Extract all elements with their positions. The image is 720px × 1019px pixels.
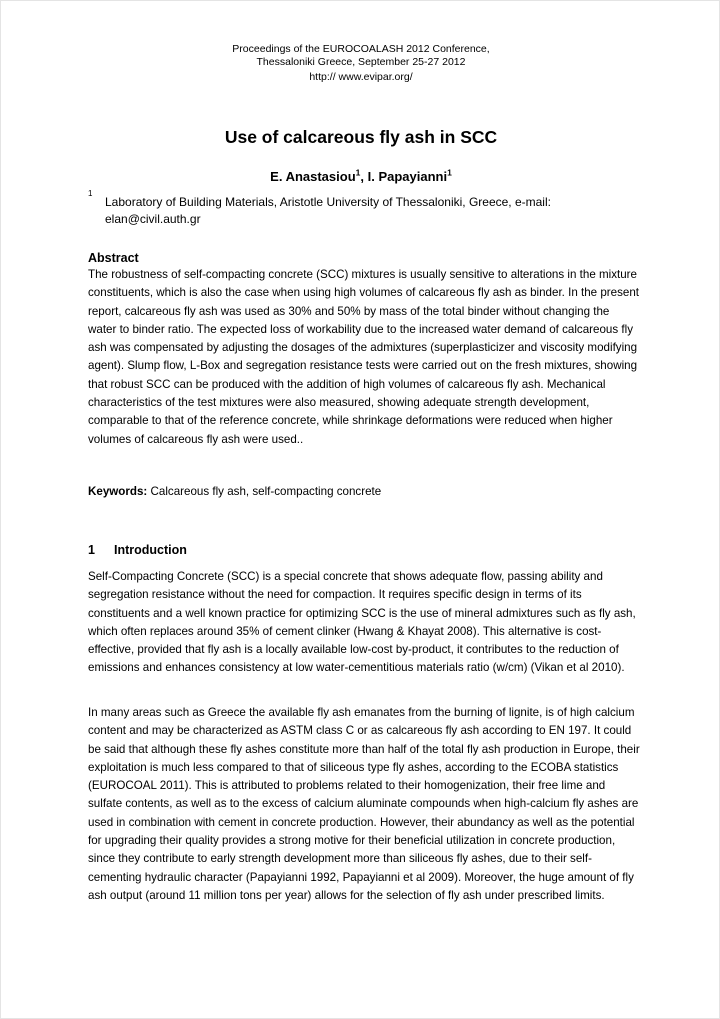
keywords-text: Calcareous fly ash, self-compacting concrete xyxy=(150,485,382,498)
proceedings-line-2: Thessaloniki Greece, September 25-27 2012 xyxy=(256,56,466,68)
introduction-paragraph-2: In many areas such as Greece the available fly ash emanates from the burning of lignite, is of high calcium content and may be characterized as ASTM class C or as calcareous fly ash according to EN 197. It could be said that although these fly ashes constitute more than half of the total fly ash production in Europe, their exploitation is much less compared to that of siliceous type fly ashes, according to the ECOBA statistics (EUROCOAL 2011). This is attributed to problems related to their homogenization, their free lime and sulfate contents, as well as to the excess of calcium aluminate compounds when high-calcium fly ashes are used in combination with cement in concrete production. However, their abundancy as well as the potential for upgrading their quality provides a strong motive for their beneficial utilization in concrete production, since they contribute to early strength development more than siliceous fly ashes, due to their self-cementing hydraulic character (Papayianni 1992, Papayianni et al 2009). Moreover, the huge amount of fly ash output (around 11 million tons per year) allows for the selection of fly ash under prescribed limits. xyxy=(88,706,640,902)
author-1-affiliation-mark: 1 xyxy=(355,167,361,178)
author-2: I. Papayianni xyxy=(367,169,448,184)
paper-title: Use of calcareous fly ash in SCC xyxy=(224,127,498,147)
author-separator: , xyxy=(360,169,368,184)
author-1: E. Anastasiou xyxy=(270,169,356,184)
keywords-label: Keywords: xyxy=(88,485,148,498)
author-list xyxy=(1,169,720,184)
keywords xyxy=(88,485,381,498)
abstract-body: The robustness of self-compacting concrete (SCC) mixtures is usually sensitive to alterations in the mixture constituents, which is also the case when using high volumes of calcareous fly ash as binder. In the present report, calcareous fly ash was used as 30% and 50% by mass of the total binder without changing the water to binder ratio. The expected loss of workability due to the increased water demand of calcareous fly ash was compensated by adjusting the dosages of the admixtures (superplasticizer and viscosity modifying agent). Slump flow, L-Box and segregation resistance tests were carried out on the fresh mixtures, showing that robust SCC can be produced with the addition of high volumes of calcareous fly ash. Mechanical characteristics of the test mixtures were also measured, showing adequate strength development, comparable to that of the reference concrete, while shrinkage deformations were reduced when higher volumes of calcareous fly ash were used.. xyxy=(88,268,640,446)
abstract-heading: Abstract xyxy=(88,251,139,265)
introduction-paragraph-1: Self-Compacting Concrete (SCC) is a special concrete that shows adequate flow, passing ability and segregation resistance without the need for compaction. It requires specific design in terms of its constituents and a well known practice for optimizing SCC is the use of mineral admixtures such as fly ash, which often replaces around 35% of cement clinker (Hwang & Khayat 2008). This alternative is cost-effective, provided that fly ash is a locally available low-cost by-product, it contributes to the reduction of emissions and enhances consistency at low water-cementitious materials ratio (w/cm) (Vikan et al 2010). xyxy=(88,570,636,675)
affiliation-text: Laboratory of Building Materials, Aristotle University of Thessaloniki, Greece, e-mail: elan@civil.auth.gr xyxy=(105,195,551,226)
author-2-affiliation-mark: 1 xyxy=(447,167,452,178)
proceedings-url: http:// www.evipar.org/ xyxy=(309,71,413,83)
affiliation-mark: 1 xyxy=(88,189,93,198)
introduction-heading xyxy=(88,543,187,557)
section-number: 1 xyxy=(88,543,95,557)
proceedings-line-1: Proceedings of the EUROCOALASH 2012 Conference, xyxy=(232,43,490,55)
section-title: Introduction xyxy=(114,543,187,557)
